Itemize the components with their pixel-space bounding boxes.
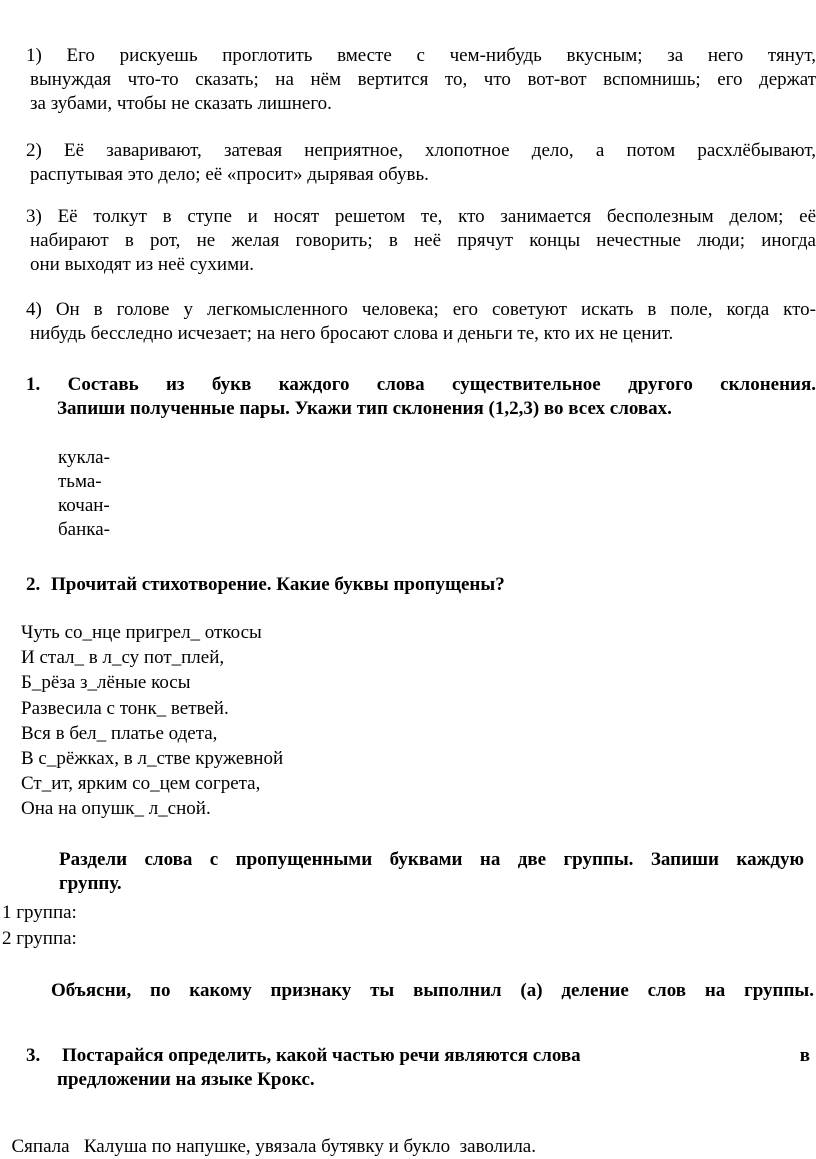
riddle-text-line: они выходят из неё сухими. — [30, 254, 255, 275]
poem-line: Развесила с тонк_ ветвей. — [21, 697, 229, 719]
task-number: 1. — [26, 374, 41, 395]
instruction-line: Объясни, по какому признаку ты выполнил (а) деление слов на группы. — [51, 980, 814, 1001]
riddle-1 — [26, 44, 816, 116]
divide-instruction — [59, 848, 804, 896]
group-1-label: 1 группа: — [2, 902, 77, 923]
word-item: банка- — [58, 519, 110, 540]
poem-line: Б_рёза з_лёные косы — [21, 672, 191, 694]
instruction-line: Раздели слова с пропущенными буквами на две группы. Запиши каждую — [59, 849, 804, 870]
task-text: Прочитай стихотворение. Какие буквы пропущены? — [51, 574, 505, 595]
riddle-text-line: набирают в рот, не желая говорить; в неё прячут концы нечестные люди; иногда — [30, 230, 816, 251]
poem-line: Вся в бел_ платье одета, — [21, 722, 218, 744]
word-item: кочан- — [58, 495, 110, 516]
riddle-text-line: Он в голове у легкомысленного человека; его советуют искать в поле, когда кто- — [55, 299, 816, 320]
task-number: 3. — [26, 1045, 41, 1066]
riddle-4 — [26, 298, 816, 346]
riddle-text-line: Его рискуешь проглотить вместе с чем-нибудь вкусным; за него тянут, — [66, 45, 816, 66]
task3-heading — [26, 1044, 816, 1092]
task-text-end: в — [799, 1045, 810, 1066]
poem-line: Она на опушк_ л_сной. — [21, 798, 211, 820]
task-text-line: Составь из букв каждого слова существительное другого склонения. — [67, 374, 816, 395]
word-item: кукла- — [58, 447, 110, 468]
krokus-sentence — [2, 1111, 536, 1159]
riddle-text-line: вынуждая что-то сказать; на нём вертится то, что вот-вот вспомнишь; его держат — [30, 69, 816, 90]
riddle-text-line: Её толкут в ступе и носят решетом те, кто занимается бесполезным делом; её — [57, 206, 816, 227]
task1-word-list — [58, 446, 110, 542]
riddle-3 — [26, 205, 816, 277]
riddle-text-line: Её заваривают, затевая неприятное, хлопотное дело, а потом расхлёбывают, — [64, 140, 816, 161]
poem-line: В с_рёжках, в л_стве кружевной — [21, 748, 284, 770]
word-item: тьма- — [58, 471, 102, 492]
task-text-line: предложении на языке Крокс. — [57, 1069, 315, 1090]
task2-heading — [26, 573, 505, 597]
riddle-number: 3) — [26, 206, 42, 227]
sentence-text: Сяпала Калуша по напушке, увязала бутявку и букло заволила. — [11, 1136, 536, 1157]
poem-line: Ст_ит, ярким со_цем согрета, — [21, 773, 261, 795]
poem-line: И стал_ в л_су пот_плей, — [21, 647, 225, 669]
task-text-line: Запиши полученные пары. Укажи тип склонения (1,2,3) во всех словах. — [57, 398, 672, 419]
riddle-text-line: за зубами, чтобы не сказать лишнего. — [30, 93, 332, 114]
riddle-number: 1) — [26, 45, 42, 66]
instruction-line: группу. — [59, 873, 122, 894]
poem — [21, 620, 283, 822]
riddle-number: 4) — [26, 299, 42, 320]
task1-heading — [26, 373, 816, 421]
riddle-number: 2) — [26, 140, 42, 161]
explain-instruction — [51, 979, 814, 1003]
task-text-line: Постарайся определить, какой частью речи являются слова — [62, 1045, 581, 1066]
group-2-label: 2 группа: — [2, 928, 77, 949]
riddle-text-line: распутывая это дело; её «просит» дырявая обувь. — [30, 164, 429, 185]
riddle-2 — [26, 139, 816, 187]
riddle-text-line: нибудь бесследно исчезает; на него бросают слова и деньги те, кто их не ценит. — [30, 323, 674, 344]
poem-line: Чуть со_нце пригрел_ откосы — [21, 622, 262, 643]
task-number: 2. — [26, 574, 41, 595]
